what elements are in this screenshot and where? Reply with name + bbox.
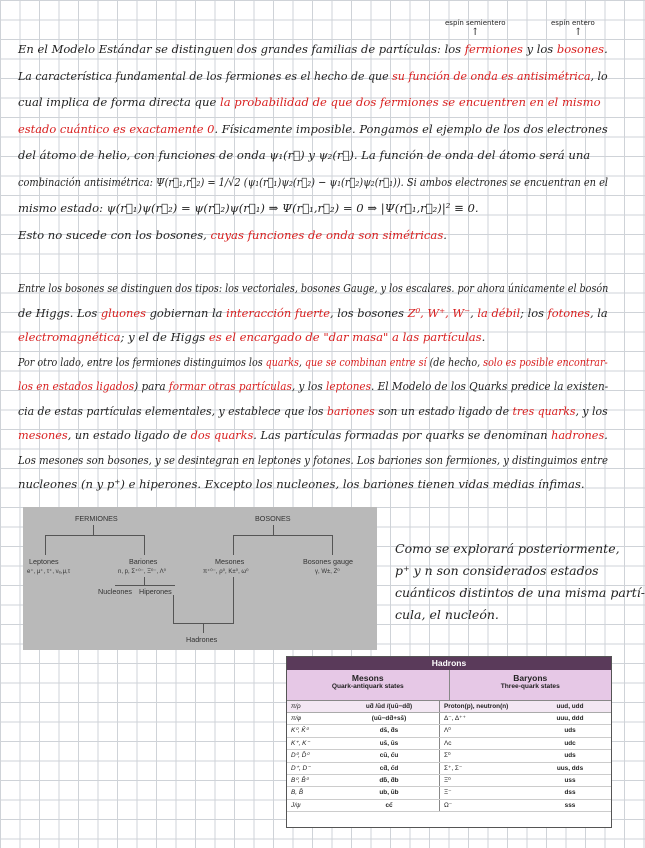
table-cell: (uū−dd̄+ss̄) [371, 715, 407, 722]
highlighted-text: leptones [326, 379, 371, 393]
diagram-leptones: Leptones [29, 557, 59, 566]
table-cell: Λc [439, 738, 530, 749]
highlighted-text: dos quarks [190, 428, 254, 442]
table-cell: Ω⁻ [439, 800, 530, 811]
table-cell: ds̄, d̄s [379, 727, 399, 735]
annotation-spin-entero: espín entero [551, 19, 595, 27]
diagram-mesones-list: π⁺⁰⁻, ρ⁰, K±⁰, ω⁰ [203, 569, 249, 575]
annotation-spin-semientero: espín semientero [445, 19, 506, 27]
highlighted-text: hadrones [551, 428, 605, 442]
table-cell: uuu, ddd [556, 715, 584, 722]
text-span: ; los [520, 305, 548, 320]
highlighted-text: formar otras partículas [168, 379, 292, 393]
table-cell: cū, c̄u [379, 752, 399, 760]
text-span: Por otro lado, entre los fermiones distinguimos los [18, 354, 266, 369]
table-cell: K⁰, K̄⁰ [291, 727, 309, 735]
text-line [18, 121, 608, 136]
text-line [18, 403, 608, 418]
side-note-line: cula, el nucleón. [395, 607, 499, 622]
text-line [18, 42, 608, 56]
hadrons-table [286, 656, 612, 828]
text-line [18, 281, 609, 295]
text-line [18, 428, 608, 442]
text-span: nucleones (n y p⁺) e hiperones. Excepto los nucleones, los bariones tienen vidas medias ínfimas. [18, 477, 585, 491]
highlighted-text: los en estados ligados [18, 379, 135, 393]
diagram-hadrones: Hadrones [186, 635, 218, 644]
text-line [18, 148, 608, 162]
text-line [18, 330, 608, 344]
table-cell: udc [564, 739, 576, 747]
table-row [287, 787, 611, 799]
text-line [18, 354, 608, 369]
text-span: cia de estas partículas elementales, y establece que los [18, 403, 327, 418]
text-span: , lo [590, 68, 608, 83]
side-note-line: Como se explorará posteriormente, [395, 541, 620, 556]
table-cell: Σ⁰ [439, 750, 530, 761]
text-span: . [443, 227, 447, 242]
diagram-bosones: BOSONES [255, 514, 291, 523]
text-line [18, 201, 608, 215]
table-cell: Σ⁺, Σ⁻ [439, 763, 530, 774]
text-span: Entre los bosones se distinguen dos tipos: los vectoriales, bosones Gauge, y los escalares. por ahora únicamente el bosón [18, 281, 609, 295]
text-span: , y los [575, 403, 608, 418]
highlighted-text: fotones [547, 305, 591, 320]
highlighted-text: la probabilidad de que dos fermiones se encuentren en el mismo [220, 95, 601, 109]
text-span: mismo estado: ψ(r⃗₁)ψ(r⃗₂) = ψ(r⃗₂)ψ(r⃗₁) ⇒ Ψ(r⃗₁,r⃗₂) = 0 ⇒ |Ψ(r⃗₁,r⃗₂)|² ≡ 0. [18, 201, 479, 215]
text-span: , la [590, 305, 608, 320]
hadrons-title: Hadrons [287, 657, 611, 670]
highlighted-text: Z⁰, W⁺, W⁻ [407, 305, 471, 320]
table-cell: db̄, d̄b [379, 776, 399, 784]
table-row [287, 775, 611, 787]
arrow-up-icon: ↑ [471, 27, 480, 38]
text-line [18, 228, 608, 242]
text-span: , [298, 354, 305, 369]
highlighted-text: electromagnética [18, 330, 121, 344]
table-cell: Δ⁻, Δ⁺⁺ [439, 713, 530, 724]
highlighted-text: solo es posible encontrar- [483, 354, 608, 369]
text-line [18, 174, 609, 189]
text-line [18, 68, 608, 83]
table-cell: dss [564, 789, 576, 797]
highlighted-text: su función de onda es antisimétrica [392, 68, 591, 83]
table-cell: Ξ⁰ [439, 775, 530, 786]
highlighted-text: mesones [18, 428, 68, 442]
text-span: de Higgs. Los [18, 305, 101, 320]
text-span: ; y el de Higgs [120, 330, 209, 344]
table-cell: Ξ⁻ [439, 787, 530, 798]
highlighted-text: bariones [326, 403, 375, 418]
diagram-nucleones: Nucleones [98, 587, 132, 596]
text-span: Esto no sucede con los bosones, [18, 227, 211, 242]
highlighted-text: gluones [100, 305, 146, 320]
text-span: , y los [291, 379, 327, 393]
text-span: cual implica de forma directa que [18, 95, 220, 109]
table-cell: ub, ūb [379, 789, 399, 797]
table-row: π/ρ ud̄ /ūd /(uū−dd̄) Proton(p), neutron(n) uud, udd [287, 701, 611, 713]
highlighted-text: cuyas funciones de onda son simétricas [210, 227, 444, 242]
table-cell: cd̄, c̄d [379, 764, 399, 772]
table-cell: J/ψ [291, 801, 301, 809]
text-line [18, 305, 608, 320]
highlighted-text: estado cuántico es exactamente 0 [18, 121, 215, 136]
table-cell: D⁰, D̄⁰ [291, 752, 309, 760]
table-cell: uus, dds [556, 764, 584, 772]
diagram-bosones-gauge-list: γ, W±, Z⁰ [315, 569, 340, 575]
text-span: , los bosones [329, 305, 408, 320]
text-line [18, 452, 608, 467]
text-span: Los mesones son bosones, y se desintegran en leptones y fotones. Los bariones son fermiones, y distinguimos entre [18, 452, 608, 467]
highlighted-text: tres quarks [512, 403, 576, 418]
particle-classification-diagram [23, 507, 377, 650]
table-row [287, 763, 611, 775]
highlighted-text: la débil [477, 305, 521, 320]
text-line [18, 477, 608, 491]
text-span: , un estado ligado de [67, 428, 191, 442]
baryons-header: Baryons Three-quark states [449, 670, 612, 700]
arrow-up-icon: ↑ [574, 27, 583, 38]
text-line [18, 95, 608, 109]
text-line [18, 379, 609, 393]
table-row [287, 738, 611, 750]
highlighted-text: fermiones [464, 42, 523, 56]
table-cell: uds [564, 752, 576, 760]
highlighted-text: bosones [556, 42, 605, 56]
table-cell: uss [564, 776, 576, 784]
text-span: (de hecho, [426, 354, 484, 369]
text-span: La característica fundamental de los fermiones es el hecho de que [18, 68, 393, 83]
text-span: ) para [134, 379, 169, 393]
table-row [287, 800, 611, 812]
table-cell: cc̄ [385, 801, 393, 809]
text-span: . El Modelo de los Quarks predice la existen- [370, 379, 609, 393]
diagram-bariones-list: n, p, Σ⁺⁰⁻, Ξ⁰⁻, Λ⁰ [118, 569, 167, 575]
diagram-hiperones: Hiperones [139, 587, 172, 596]
table-row [287, 725, 611, 737]
table-cell: B, B̄ [291, 789, 304, 797]
table-cell: uds [564, 727, 576, 735]
text-span: . [604, 42, 608, 56]
text-span: . [481, 330, 486, 344]
highlighted-text: interacción fuerte [226, 305, 330, 320]
diagram-mesones: Mesones [215, 557, 245, 566]
text-span: gobiernan la [145, 305, 227, 320]
side-note-line: cuánticos distintos de una misma partí- [395, 585, 645, 600]
table-cell: B⁰, B̄⁰ [291, 776, 309, 784]
text-span: del átomo de helio, con funciones de onda ψ₁(r⃗) y ψ₂(r⃗). La función de onda del átomo será una [18, 148, 591, 162]
text-span: son un estado ligado de [374, 403, 513, 418]
table-cell: sss [564, 801, 576, 809]
mesons-header: Mesons Quark-antiquark states [331, 673, 404, 690]
text-span: . Las partículas formadas por quarks se denominan [253, 428, 552, 442]
diagram-fermiones: FERMIONES [75, 514, 118, 523]
text-span: . [604, 428, 608, 442]
text-span: combinación antisimétrica: Ψ(r⃗₁,r⃗₂) = 1/√2 (ψ₁(r⃗₁)ψ₂(r⃗₂) − ψ₁(r⃗₂)ψ₂(r⃗₁)). Si ambos electrones se encuentran en el [18, 174, 609, 189]
table-row [287, 750, 611, 762]
table-cell: K⁺, K⁻ [291, 739, 310, 747]
table-cell: π/φ [291, 715, 302, 722]
diagram-leptones-list: e⁺, μ⁺, τ⁺, νₑ,μ,τ [27, 569, 71, 575]
table-row [287, 713, 611, 725]
highlighted-text: es el encargado de "dar masa" a las partículas [208, 330, 482, 344]
text-span: , [470, 305, 478, 320]
table-cell: D⁺, D⁻ [291, 764, 311, 772]
side-note [395, 538, 645, 626]
highlighted-text: que se combinan entre sí [304, 354, 427, 369]
diagram-bosones-gauge: Bosones gauge [303, 557, 353, 566]
text-span: y los [522, 42, 557, 56]
table-cell: us̄, ūs [379, 739, 399, 747]
text-span: . Físicamente imposible. Pongamos el ejemplo de los dos electrones [214, 121, 608, 136]
side-note-line: p⁺ y n son considerados estados [395, 563, 599, 578]
table-cell: Λ⁰ [439, 725, 530, 736]
diagram-bariones: Bariones [129, 557, 158, 566]
highlighted-text: quarks [265, 354, 299, 369]
text-span: En el Modelo Estándar se distinguen dos grandes familias de partículas: los [18, 42, 465, 56]
